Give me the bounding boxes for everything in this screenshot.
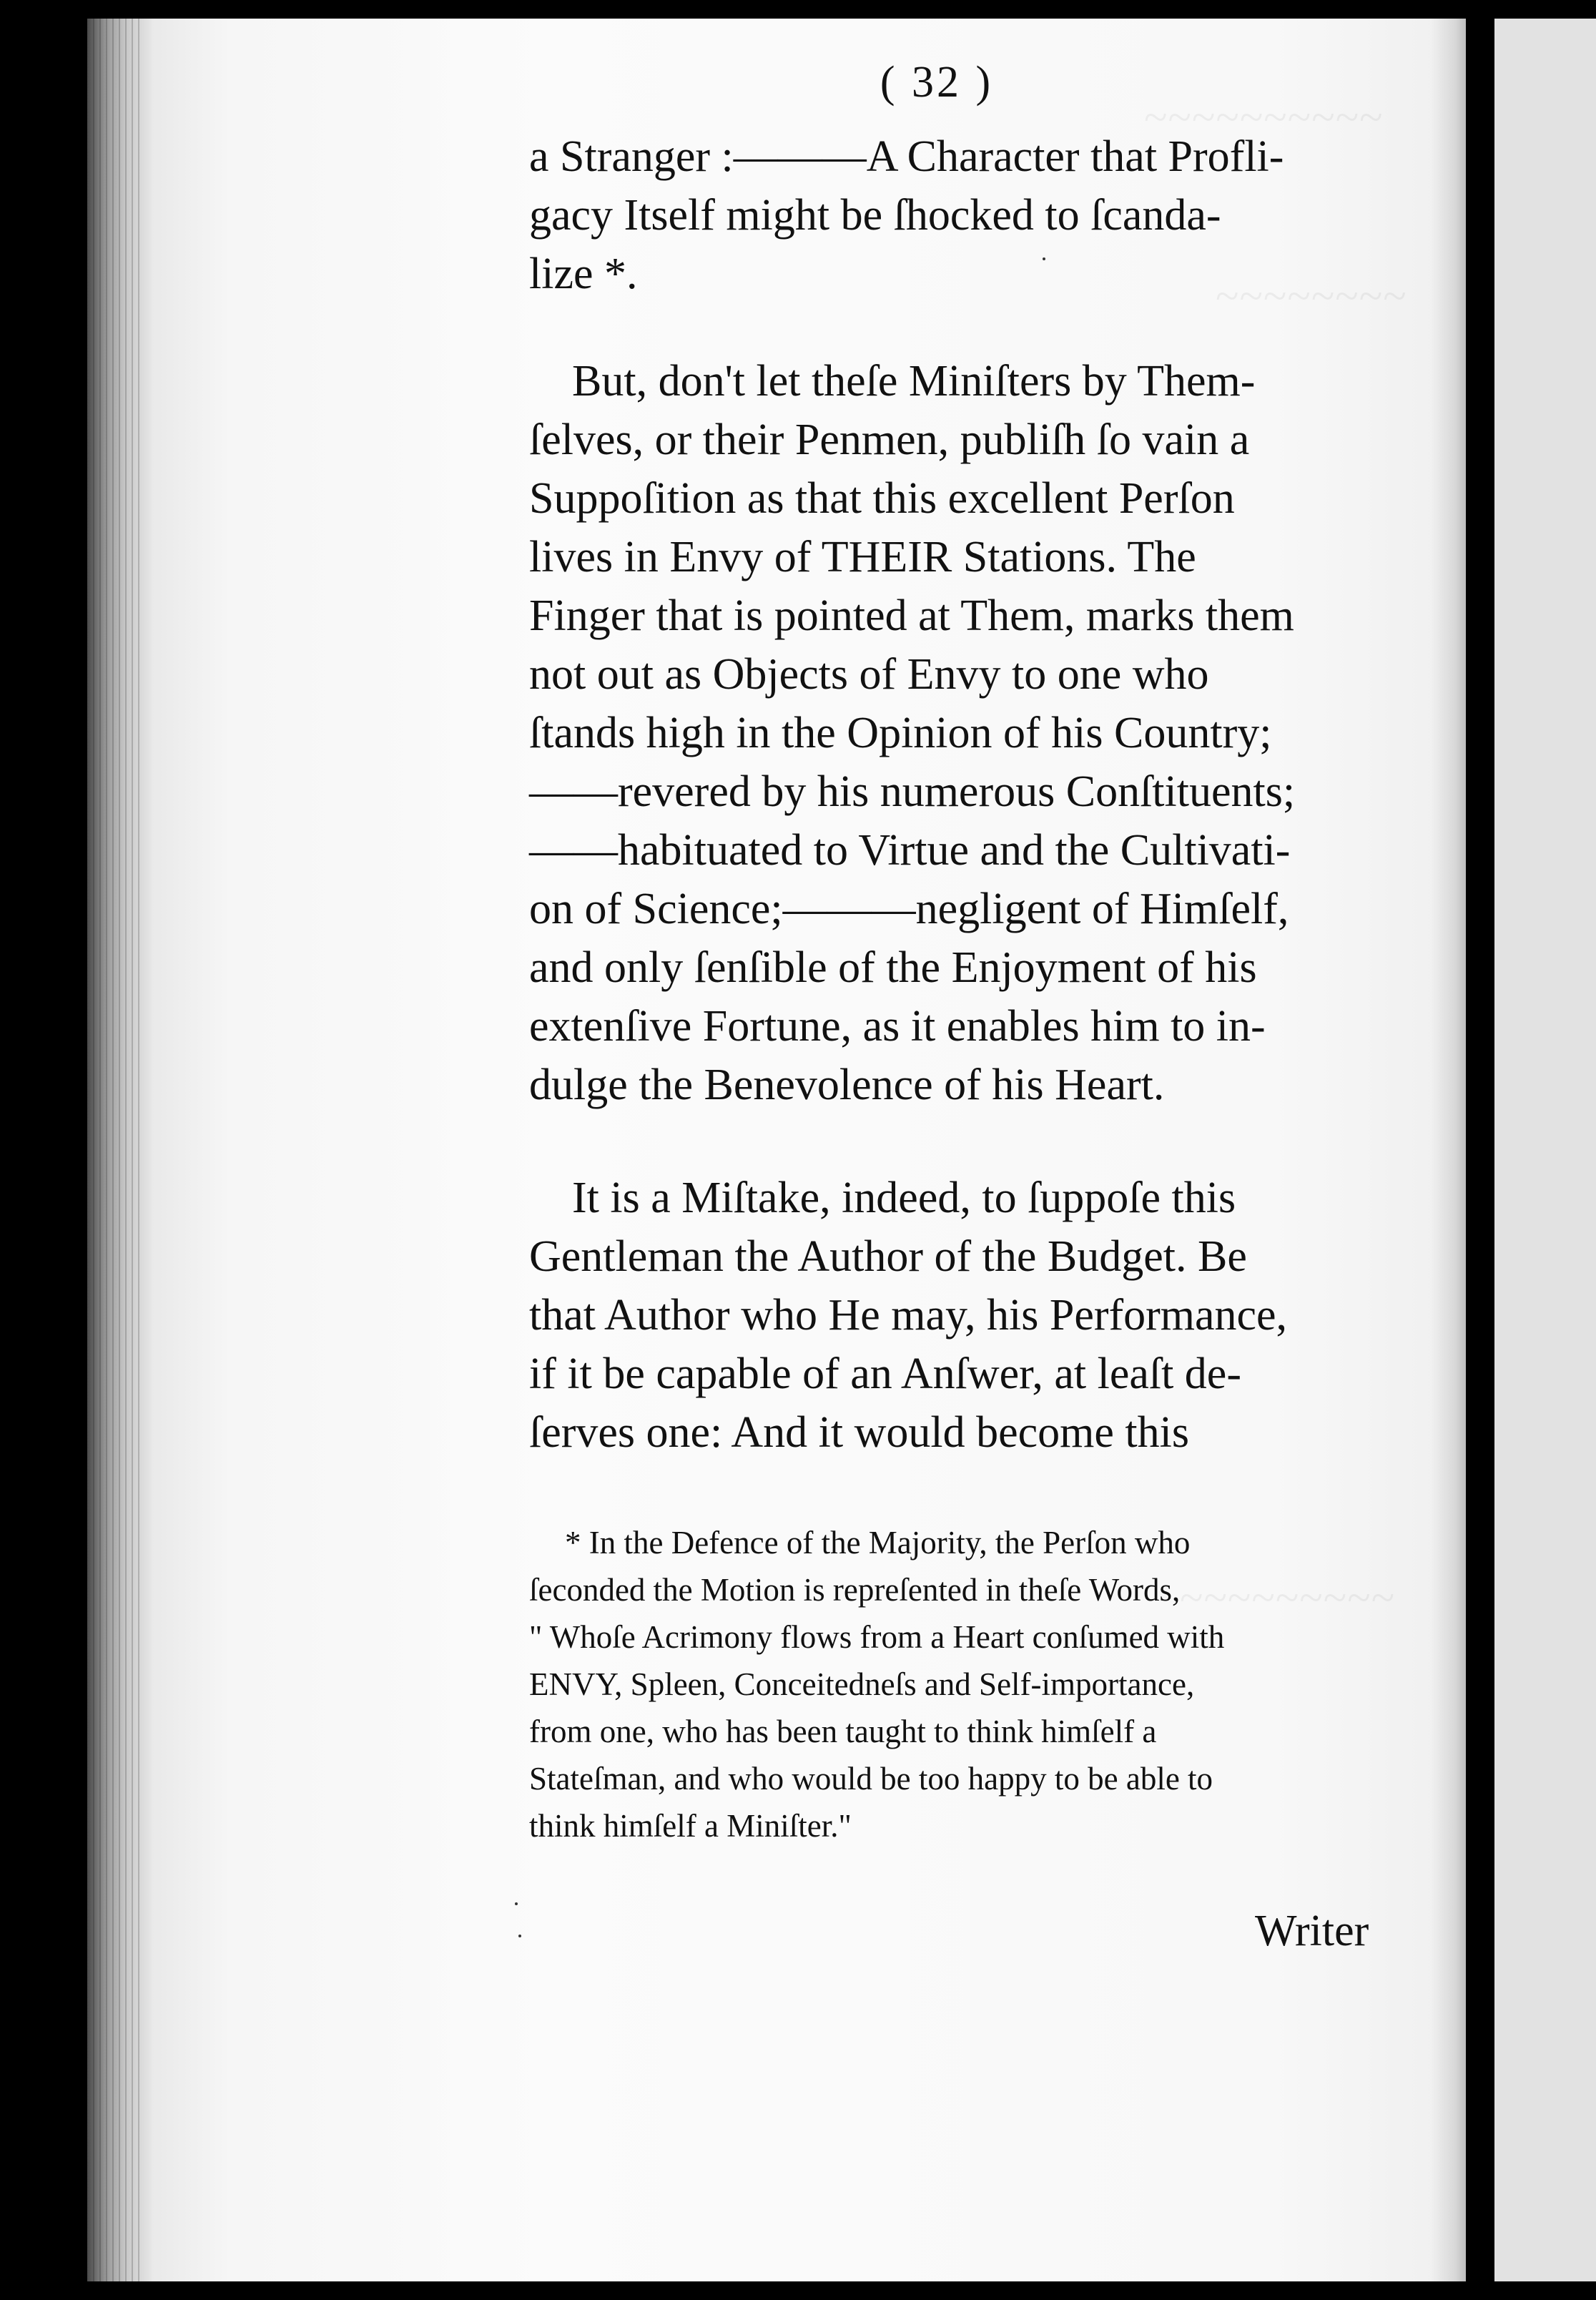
- text-line: gacy Itself might be ſhocked to ſcanda-: [529, 191, 1221, 240]
- footnote-line: ſeconded the Motion is repreſented in theſe Words,: [529, 1572, 1181, 1608]
- footnote-line: " Whoſe Acrimony flows from a Heart conſumed with: [529, 1619, 1225, 1655]
- text-line: It is a Miſtake, indeed, to ſuppoſe this: [572, 1174, 1236, 1222]
- text-line: and only ſenſible of the Enjoyment of his: [529, 943, 1257, 992]
- text-line: a Stranger :———A Character that Profli-: [529, 132, 1284, 181]
- show-through-texture: ~~~~~~~~~: [1180, 1574, 1396, 1621]
- footnote-line: ENVY, Spleen, Conceitedneſs and Self-importance,: [529, 1666, 1195, 1702]
- text-line: lives in Envy of THEIR Stations. The: [529, 533, 1196, 581]
- page-right-edge: [1430, 19, 1466, 2281]
- text-line: ——revered by his numerous Conſtituents;: [529, 767, 1296, 816]
- text-line: Finger that is pointed at Them, marks them: [529, 591, 1294, 640]
- ink-speck: [515, 1902, 518, 1905]
- text-line: ſelves, or their Penmen, publiſh ſo vain a: [529, 416, 1250, 464]
- scan-border-top: [0, 0, 1596, 19]
- ink-speck: [1043, 257, 1045, 260]
- text-line: lize *.: [529, 250, 638, 298]
- page-number: ( 32 ): [880, 58, 994, 107]
- text-line: if it be capable of an Anſwer, at leaſt de-: [529, 1350, 1241, 1398]
- text-line: ſerves one: And it would become this: [529, 1408, 1189, 1457]
- show-through-texture: ~~~~~~~~: [1216, 272, 1407, 320]
- adjacent-page-strip: [1494, 19, 1596, 2281]
- footnote-line: think himſelf a Miniſter.": [529, 1808, 852, 1844]
- text-line: extenſive Fortune, as it enables him to in-: [529, 1002, 1266, 1051]
- scan-border-bottom: [0, 2281, 1596, 2300]
- scan-border-right: [1466, 0, 1494, 2300]
- catchword: Writer: [1255, 1907, 1369, 1955]
- show-through-texture: ~~~~~~~~~~: [1144, 94, 1384, 141]
- scan-border-left: [0, 0, 87, 2300]
- text-line: But, don't let theſe Miniſters by Them-: [572, 357, 1256, 406]
- page-edges: [93, 19, 143, 2281]
- text-line: ſtands high in the Opinion of his Country;: [529, 709, 1272, 757]
- text-line: ——habituated to Virtue and the Cultivati-: [529, 826, 1291, 875]
- text-line: dulge the Benevolence of his Heart.: [529, 1061, 1165, 1109]
- footnote-line: Stateſman, and who would be too happy to be able to: [529, 1761, 1213, 1797]
- footnote-line: * In the Defence of the Majority, the Perſon who: [565, 1525, 1191, 1561]
- text-line: not out as Objects of Envy to one who: [529, 650, 1209, 699]
- footnote-line: from one, who has been taught to think himſelf a: [529, 1714, 1157, 1749]
- text-line: Gentleman the Author of the Budget. Be: [529, 1232, 1247, 1281]
- text-line: that Author who He may, his Performance,: [529, 1291, 1288, 1340]
- text-line: Suppoſition as that this excellent Perſon: [529, 474, 1235, 523]
- ink-speck: [518, 1935, 521, 1937]
- text-line: on of Science;———negligent of Himſelf,: [529, 885, 1289, 933]
